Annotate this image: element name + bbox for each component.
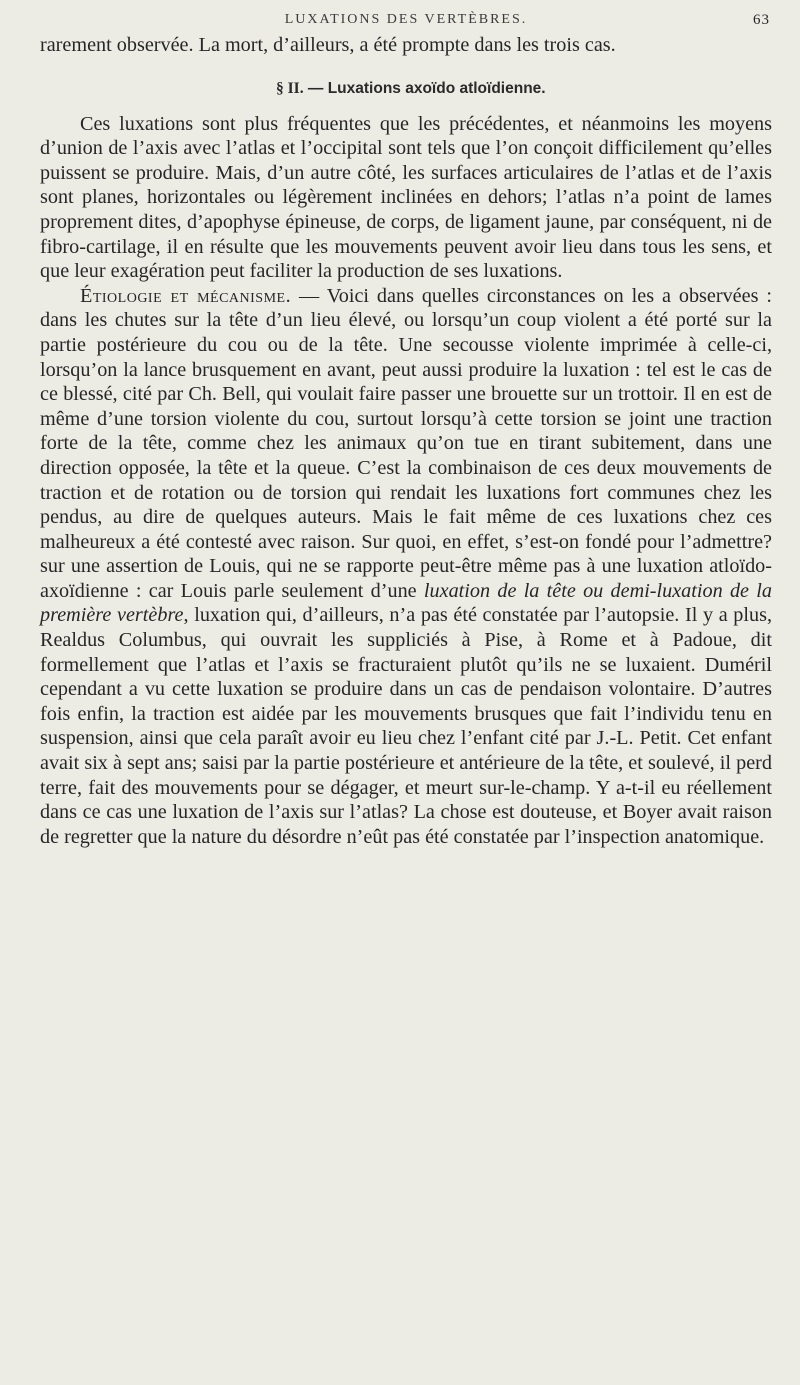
section-heading bbox=[40, 80, 772, 98]
section-title: Luxations axoïdo atloïdienne. bbox=[327, 79, 546, 97]
section-dash: — bbox=[307, 79, 324, 97]
section-number: § II. bbox=[276, 79, 304, 97]
etiology-text-b: , luxation qui, d’ailleurs, n’a pas été constatée par l’autopsie. Il y a plus, Realdus Columbus, qui ouvrait les suppliciés à Pise, à Rome et à Padoue, dit formellement que l’atlas et l’axis se fracturaient plutôt qu’ils ne se luxaient. Duméril cependant a vu cette luxation se produire dans un cas de pendaison volontaire. D’autres fois enfin, la traction est aidée par les mouvements brusques que fait l’individu tenu en suspension, ainsi que cela paraît avoir eu lieu chez l’enfant cité par J.-L. Petit. Cet enfant avait six à sept ans; saisi par la partie postérieure et antérieure de la tête, et soulevé, il perd terre, fait des mouvements pour se dégager, et meurt sur-le-champ. Y a-t-il eu réellement dans ce cas une luxation de l’axis sur l’atlas? La chose est douteuse, et Boyer avait raison de regretter que la nature du désordre n’eût pas été constatée par l’inspection anatomique. bbox=[40, 604, 772, 848]
paragraph-anatomy: Ces luxations sont plus fréquentes que les précédentes, et néanmoins les moyens d’union de l’axis avec l’atlas et l’occipital sont tels que l’on conçoit difficilement qu’elles puissent se produire. Mais, d’un autre côté, les surfaces articulaires de l’atlas et de l’axis sont planes, horizontales ou légèrement inclinées en dehors; l’atlas n’a point de lames proprement dites, d’apophyse épineuse, de corps, de ligament jaune, par conséquent, ni de fibro-cartilage, il en résulte que les mouvements peuvent avoir lieu dans tous les sens, et que leur exagération peut faciliter la production de ses luxations. bbox=[40, 112, 772, 283]
etiology-label: Étiologie et mécanisme. bbox=[80, 284, 292, 307]
etiology-italic-phrase: luxation de la tête ou demi-luxation de la première vertèbre bbox=[40, 579, 772, 627]
paragraph-etiology bbox=[40, 284, 772, 850]
page-number: 63 bbox=[753, 12, 770, 28]
running-title: LUXATIONS DES VERTÈBRES. bbox=[284, 12, 528, 27]
etiology-text-a: — Voici dans quelles circonstances on les a observées : dans les chutes sur la tête d’un lieu élevé, ou lorsqu’un coup violent a été porté sur la partie postérieure du cou ou de la tête. Une secousse violente imprimée à celle-ci, lorsqu’on la lance brusquement en avant, peut aussi produire la luxation : tel est le cas de ce blessé, cité par Ch. Bell, qui voulait faire passer une brouette sur un trottoir. Il en est de même d’une torsion violente du cou, surtout lorsqu’à cette torsion se joint une traction forte de la tête, comme chez les animaux qu’on tue en tirant subitement, dans une direction opposée, la tête et la queue. C’est la combinaison de ces deux mouvements de traction et de rotation ou de torsion qui rendait les luxations fort communes chez les pendus, au dire de quelques auteurs. Mais le fait même de ces luxations chez ces malheureux a été contesté avec raison. Sur quoi, en effet, s’est-on fondé pour l’admettre? sur une assertion de Louis, qui ne se rapporte peut-être même pas à une luxation atloïdo-axoïdienne : car Louis parle seulement d’une bbox=[40, 284, 772, 602]
carry-over-paragraph: rarement observée. La mort, d’ailleurs, a été prompte dans les trois cas. bbox=[40, 34, 616, 56]
running-head bbox=[40, 10, 772, 32]
